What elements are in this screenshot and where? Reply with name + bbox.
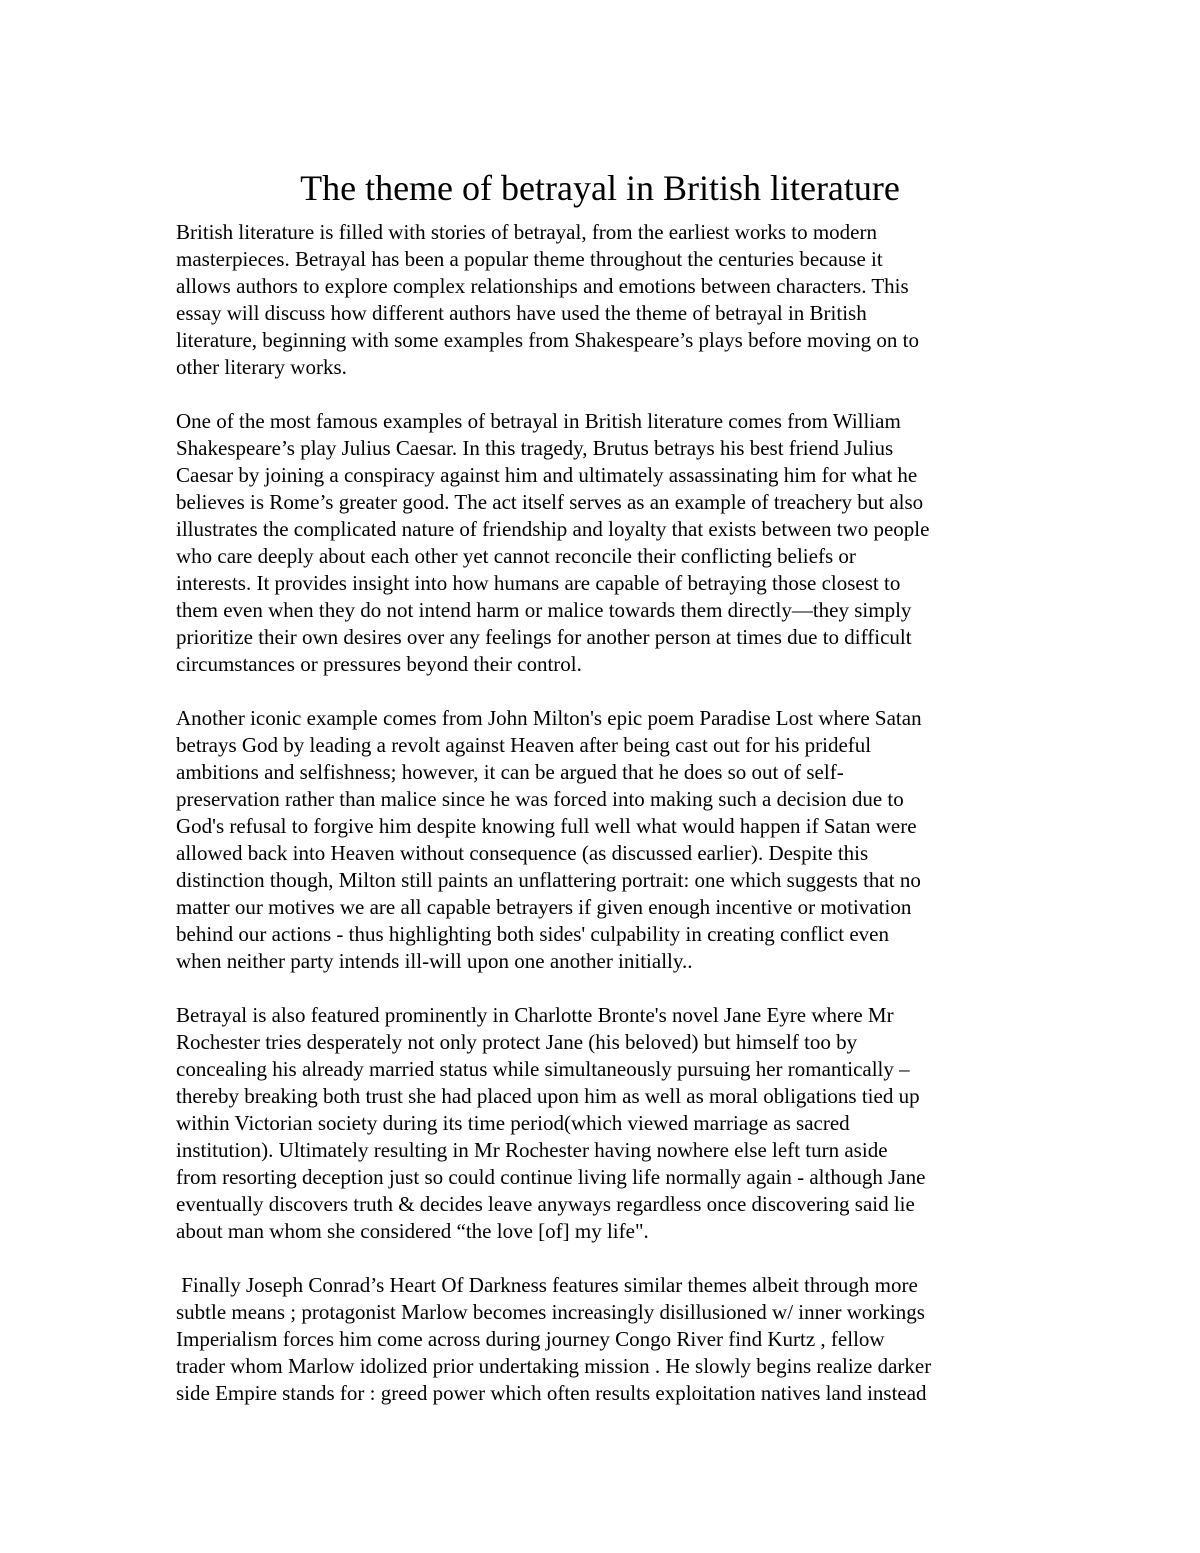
page-title: The theme of betrayal in British literature bbox=[300, 168, 900, 208]
paragraph-paradise-lost: Another iconic example comes from John Milton's epic poem Paradise Lost where Satan betrays God by leading a revolt against Heaven after being cast out for his prideful ambitions and selfishness; however, it can be argued that he does so out of self- preservation rather than malice since he was forced into making such a decision due to God's refusal to forgive him despite knowing full well what would happen if Satan were allowed back into Heaven without consequence (as discussed earlier). Despite this distinction though, Milton still paints an unflattering portrait: one which suggests that no matter our motives we are all capable betrayers if given enough incentive or motivation behind our actions - thus highlighting both sides' culpability in creating conflict even when neither party intends ill-will upon one another initially.. bbox=[176, 706, 922, 973]
document-body bbox=[176, 219, 1036, 1434]
paragraph-introduction: British literature is filled with stories of betrayal, from the earliest works to modern masterpieces. Betrayal has been a popular theme throughout the centuries because it allows authors to explore complex relationships and emotions between characters. This essay will discuss how different authors have used the theme of betrayal in British literature, beginning with some examples from Shakespeare’s plays before moving on to other literary works. bbox=[176, 220, 919, 379]
paragraph-heart-of-darkness: Finally Joseph Conrad’s Heart Of Darkness features similar themes albeit through more subtle means ; protagonist Marlow becomes increasingly disillusioned w/ inner workings Imperialism forces him come across during journey Congo River find Kurtz , fellow trader whom Marlow idolized prior undertaking mission . He slowly begins realize darker side Empire stands for : greed power which often results exploitation natives land instead bbox=[176, 1273, 932, 1405]
paragraph-julius-caesar: One of the most famous examples of betrayal in British literature comes from William Shakespeare’s play Julius Caesar. In this tragedy, Brutus betrays his best friend Julius Caesar by joining a conspiracy against him and ultimately assassinating him for what he believes is Rome’s greater good. The act itself serves as an example of treachery but also illustrates the complicated nature of friendship and loyalty that exists between two people who care deeply about each other yet cannot reconcile their conflicting beliefs or interests. It provides insight into how humans are capable of betraying those closest to them even when they do not intend harm or malice towards them directly—they simply prioritize their own desires over any feelings for another person at times due to difficult circumstances or pressures beyond their control. bbox=[176, 409, 930, 676]
paragraph-jane-eyre: Betrayal is also featured prominently in Charlotte Bronte's novel Jane Eyre where Mr Rochester tries desperately not only protect Jane (his beloved) but himself too by concealing his already married status while simultaneously pursuing her romantically – thereby breaking both trust she had placed upon him as well as moral obligations tied up within Victorian society during its time period(which viewed marriage as sacred institution). Ultimately resulting in Mr Rochester having nowhere else left turn aside from resorting deception just so could continue living life normally again - although Jane eventually discovers truth & decides leave anyways regardless once discovering said lie about man whom she considered “the love [of] my life". bbox=[176, 1003, 926, 1243]
